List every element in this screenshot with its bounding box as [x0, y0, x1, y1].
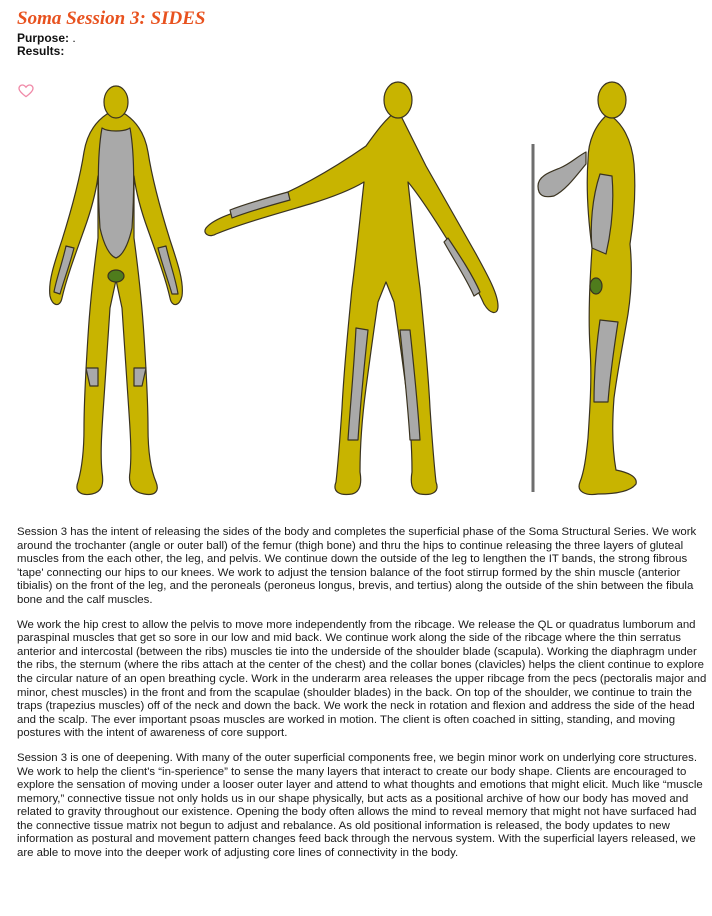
purpose-value: . [72, 31, 76, 45]
side-figure [533, 82, 636, 495]
page-title: Soma Session 3: SIDES [17, 8, 206, 29]
heart-outline-icon[interactable] [18, 84, 34, 98]
paragraph-intro: Session 3 has the intent of releasing the sides of the body and completes the superficial phase of the Soma Structural Series. We work around the trochanter (angle or outer ball) of the femur (thigh bone) and thru the hips to continue releasing the three layers of gluteal muscles from the each other, the leg, and pelvis. We continue down the outside of the leg to lengthen the IT bands, the strong fibrous 'tape' connecting our hips to our knees. We work to adjust the tension balance of the foot stirrup formed by the shin muscle (anterior tibialis) on the front of the leg, and the peroneals (peroneus longus, brevis, and tertius) along the outside of the shin between the fibula bone and the calf muscles. [17, 526, 697, 606]
purpose-line [17, 31, 76, 45]
paragraph-pelvis-ribcage: We work the hip crest to allow the pelvis to move more independently from the ribcage. We release the QL or quadratus lumborum and paraspinal muscles that get so sore in our low and mid back. We continue work along the side of the ribcage where the thin serratus anterior and intercostal (between the ribs) muscles tie into the underside of the shoulder blade (scapula). Working the diaphragm under the ribs, the sternum (where the ribs attach at the center of the chest) and the collar bones (clavicles) helps the client continue to explore the circular nature of an open breathing cycle. Work in the underarm area releases the upper ribcage from the pecs (pectoralis major and minor, chest muscles) in the front and from the scapulae (shoulder blades) in the back. On top of the shoulder, we continue to train the traps (trapezius muscles) off of the neck and down the back. We work the neck in rotation and flexion and address the side of the head and the scalp. The ever important psoas muscles are worked in motion. The client is often coached in sitting, standing, and moving postures with the intent of awareness of core support. [17, 618, 707, 740]
session-description [17, 526, 707, 872]
paragraph-deepening: Session 3 is one of deepening. With many of the outer superficial components free, we begin minor work on underlying core structures. We work to help the client's “in-sperience” to sense the many layers that interact to create our body shape. Clients are encouraged to explore the sensation of moving under a looser outer layer and attend to what thoughts and emotions that might elicit. Much like “muscle memory,” connective tissue not only holds us in our shape physically, but acts as a positional archive of how our body has moved and related to gravity throughout our existence. Opening the body often allows the mind to reveal memory that might not have surfaced had the connective tissue matrix not begun to adjust and rebalance. As old positional information is released, the body updates to new information as postural and movement pattern changes feed back through the nervous system. With the superficial layers released, we are able to move into the deeper work of adjusting core lines of connectivity in the body. [17, 751, 703, 860]
anatomy-illustration [40, 68, 680, 508]
results-label: Results: [17, 44, 65, 58]
purpose-label: Purpose: [17, 31, 70, 45]
back-figure [205, 82, 498, 495]
front-figure [50, 86, 183, 495]
results-line [17, 44, 64, 58]
